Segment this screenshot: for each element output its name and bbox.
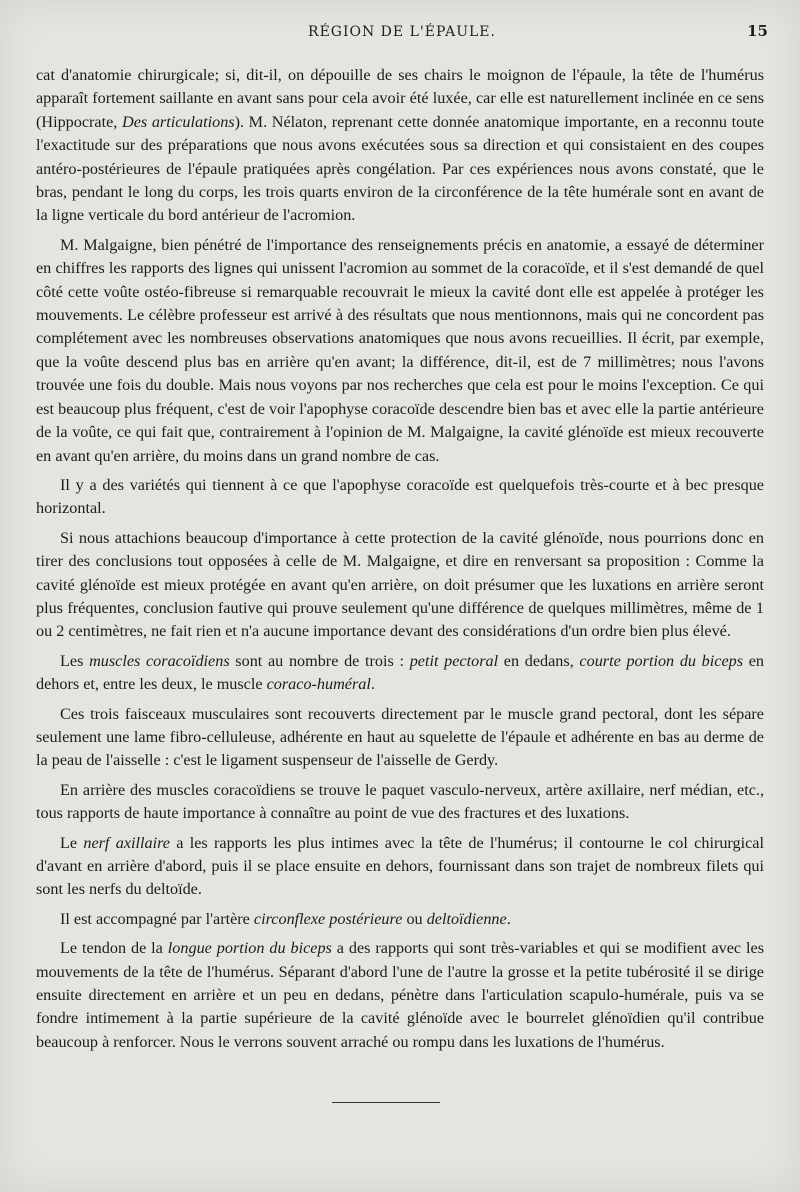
text-run: Il est accompagné par l'artère [60, 909, 254, 928]
italic-term: petit pectoral [409, 651, 499, 670]
paragraph [36, 703, 764, 773]
italic-term: circonflexe postérieure [253, 909, 403, 928]
text-run: ). M. Nélaton, reprenant cette donnée anatomique importante, en a reconnu toute l'exactitude sur des préparations que nous avons exécutées sous sa direction et qui consistaient en des coupes antéro-postérieures de l'épaule pratiquées après congélation. Par ces expériences nous avons constaté, que le bras, pendant le long du corps, les trois quarts environ de la circonférence de la tête humérale sont en avant de la ligne verticale du bord antérieur de l'acromion. [36, 112, 764, 225]
text-run: M. Malgaigne, bien pénétré de l'importance des renseignements précis en anatomie, a essayé de déterminer en chiffres les rapports des lignes qui unissent l'acromion au sommet de la coracoïde, et il s'est demandé de quel côté cette voûte ostéo-fibreuse si remarquable recouvrait le mieux la cavité dont elle est appelée à protéger les mouvements. Le célèbre professeur est arrivé à des résultats que nous mentionnons, mais qui ne concordent pas complétement avec les nombreuses observations anatomiques que nous avons recueillies. Il écrit, par exemple, que la voûte descend plus bas en arrière qu'en avant; la différence, dit-il, est de 7 millimètres; nous l'avons trouvée une fois du double. Mais nous voyons par nos recherches que cela est pour le moins l'exception. Ce qui est beaucoup plus fréquent, c'est de voir l'apophyse coracoïde descendre bien bas et avec elle la partie antérieure de la voûte, ce qui fait que, contrairement à l'opinion de M. Malgaigne, la cavité glénoïde est mieux recouverte en avant qu'en arrière, du moins dans un grand nombre de cas. [36, 235, 764, 465]
text-run: Ces trois faisceaux musculaires sont recouverts directement par le muscle grand pectoral, dont les sépare seulement une lame fibro-celluleuse, adhérente en haut au squelette de l'épaule et adhérente en bas au derme de la peau de l'aisselle : c'est le ligament suspenseur de l'aisselle de Gerdy. [36, 704, 764, 770]
paragraph [36, 527, 764, 644]
text-run: . [370, 675, 375, 694]
text-run: a des rapports qui sont très-variables et qui se modifient avec les mouvements de la tête de l'humérus. Séparant d'abord l'une de l'autre la grosse et la petite tubérosité il se dirige ensuite directement en arrière et un peu en dedans, pénètre dans l'articulation scapulo-humérale, puis va se fondre intimement à la partie supérieure de la cavité glénoïde avec le bourrelet glénoïdien qu'il contribue beaucoup à renforcer. Nous le verrons souvent arraché ou rompu dans les luxations de l'humérus. [36, 939, 765, 1051]
body-text [36, 64, 764, 1060]
italic-term: courte portion du biceps [579, 651, 744, 670]
text-run: . [506, 909, 511, 928]
text-run: sont au nombre de trois : [229, 651, 410, 670]
text-run: Le tendon de la [60, 939, 168, 958]
paragraph [36, 474, 764, 521]
paragraph [36, 937, 764, 1054]
text-run: Les [60, 651, 90, 670]
text-run: ou [402, 909, 427, 928]
text-run: Le [60, 833, 84, 852]
closing-rule [332, 1102, 440, 1103]
paragraph [36, 832, 764, 902]
italic-term: Des articulations [122, 112, 235, 131]
paragraph [36, 234, 764, 468]
text-run: En arrière des muscles coracoïdiens se trouve le paquet vasculo-nerveux, artère axillaire, nerf médian, etc., tous rapports de haute importance à connaître au point de vue des fractures et des luxations. [36, 780, 764, 823]
paragraph [36, 779, 764, 826]
text-run: en dehors et, entre les deux, le muscle [36, 651, 765, 694]
text-run: a les rapports les plus intimes avec la tête de l'humérus; il contourne le col chirurgical d'avant en arrière d'abord, puis il se place ensuite en dehors, fournissant dans son trajet de nombreux filets qui sont les nerfs du deltoïde. [36, 833, 764, 899]
running-title: RÉGION DE L'ÉPAULE. [308, 24, 496, 40]
paragraph [36, 908, 764, 931]
text-run: Si nous attachions beaucoup d'importance à cette protection de la cavité glénoïde, nous pourrions donc en tirer des conclusions tout opposées à celle de M. Malgaigne, et dire en renversant sa proposition : Comme la cavité glénoïde est mieux protégée en avant qu'en arrière, on doit présumer que les luxations en arrière seront plus fréquentes, conclusion fautive qui prouve seulement qu'une différence de quelques millimètres, même de 1 ou 2 centimètres, ne fait rien et n'a aucune importance devant des considérations d'un ordre bien plus élevé. [36, 528, 764, 641]
paragraph [36, 650, 764, 697]
text-run: en dedans, [498, 651, 580, 670]
text-run: Il y a des variétés qui tiennent à ce que l'apophyse coracoïde est quelquefois très-courte et à bec presque horizontal. [36, 475, 764, 518]
paragraph [36, 64, 764, 228]
page-number: 15 [747, 22, 768, 40]
italic-term: coraco-huméral [266, 675, 371, 694]
italic-term: longue portion du biceps [167, 939, 332, 958]
italic-term: nerf axillaire [83, 833, 170, 852]
italic-term: deltoïdienne [426, 909, 507, 928]
italic-term: muscles coracoïdiens [89, 651, 230, 670]
page-header [36, 20, 768, 50]
text-run: cat d'anatomie chirurgicale; si, dit-il, on dépouille de ses chairs le moignon de l'épaule, la tête de l'humérus apparaît fortement saillante en avant sans pour cela avoir été luxée, car elle est naturellement inclinée en ce sens (Hippocrate, [36, 66, 764, 131]
